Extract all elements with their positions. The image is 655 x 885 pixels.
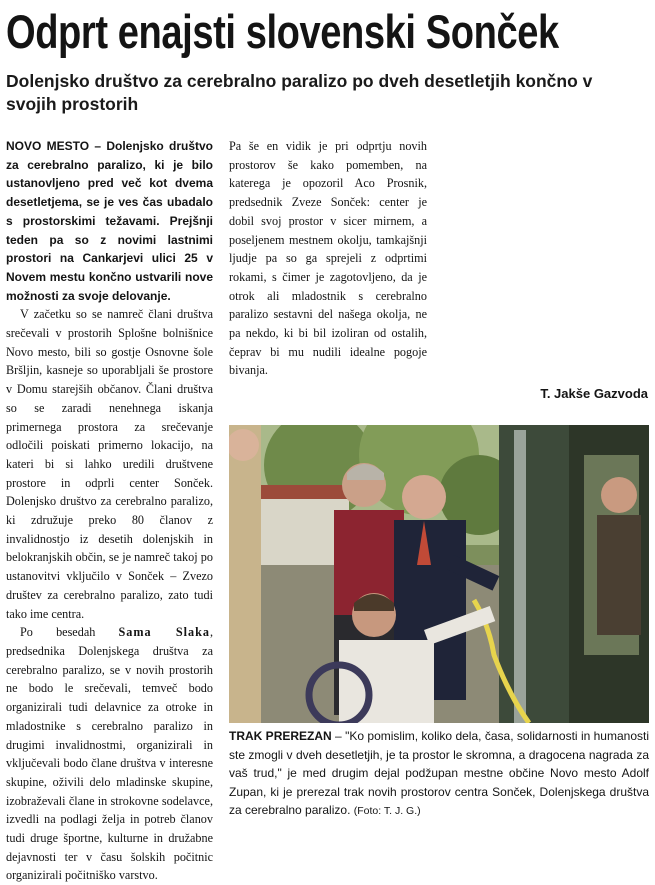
photo-credit: (Foto: T. J. G.) — [353, 805, 421, 817]
paragraph-2-body: , predsednika Dolenjskega društva za cerebralno paralizo, se v novih prostorih ne bodo le srečevali, temveč bodo organizirali tudi delavnice za otroke in mladostnike s cerebralno paralizo in drugimi invalidnostmi, organizirali in vključevali bodo člane društva v interesne skupine, oživili delo mladinske skupine, izobraževali člane in strokovne sodelavce, izvedli na podlagi želja in potreb članov tudi druge športne, kulturne in družabne dejavnosti ter v času šolskih počitnic organizirali počitniško varstvo. — [6, 625, 214, 883]
photo-illustration — [229, 425, 649, 723]
caption-head: TRAK PREREZAN — [229, 729, 332, 743]
headline: Odprt enajsti slovenski Sonček — [6, 5, 559, 58]
person-name: Sama Slaka — [118, 625, 210, 640]
subheadline: Dolenjsko društvo za cerebralno paralizo po dveh desetletjih končno v svojih prostorih — [6, 71, 593, 114]
byline: T. Jakše Gazvoda — [540, 386, 648, 401]
paragraph-1: V začetku so se namreč člani društva srečevali v prostorih Splošne bolnišnice Novo mesto, bili so gostje Osnovne šole Bršljin, kasneje so uporabljali še prostore v Domu starejših občanov. Člani društva so se zaradi nenehnega iskanja primernega prostora za srečevanje odločili poiskati primerno lokacijo, na kateri bi si lahko uredili društvene prostore in odprli center Sonček. Dolenjsko društvo za cerebralno paralizo, ki združuje preko 80 članov z invalidnostjo iz desetih dolenjskih in belokranjskih občin, se je namreč takoj po ustanovitvi vključilo v Sonček – Zvezo društev za cerebralno paralizo, zato tudi tako ime centra. — [6, 307, 213, 621]
lead-paragraph: NOVO MESTO – Dolenjsko društvo za cerebralno paralizo, ki je bilo ustanovljeno pred več kot dvema desetletjema, se je ves čas ubadalo s prostorskimi težavami. Prejšnji teden pa so z novimi lastnimi prostori na Cankarjevi ulici 25 v Novem mestu končno ustvarili nove možnosti za svoje delovanje. — [6, 139, 213, 303]
caption-body: – "Ko pomislim, koliko dela, časa, solidarnosti in humanosti ste zmogli v dveh desetletjih, je ta prostor le skromna, a dragocena nagrada za vaš trud," je med drugim dejal podžupan mestne občine Novo mesto Adolf Zupan, ki je prerezal trak novih prostorov centra Sonček, Dolenjskega društva za cerebralno paralizo. — [229, 729, 650, 817]
paragraph-2-intro: Po besedah — [20, 625, 119, 640]
column-1 — [6, 137, 213, 885]
paragraph-2-start — [6, 623, 213, 885]
column-2 — [229, 137, 427, 380]
photo-caption — [229, 727, 649, 821]
paragraph-continued: Pa še en vidik je pri odprtju novih prostorov še kako pomemben, na katerega je opozoril Aco Prosnik, predsednik Zveze Sonček: center je dobil svoj prostor v sicer mirnem, a poseljenem mestnem okolju, tamkajšnji ljudje pa so ga sprejeli z odprtimi rokami, s čimer je zagotovljeno, da je otrok ali mladostnik s cerebralno paralizo sestavni del našega okolja, ne pa nekdo, ki bi bil izoliran od ostalih, čeprav bi mu nudili idealne pogoje bivanja. — [229, 139, 427, 378]
photo-ribbon-cutting — [229, 425, 649, 723]
